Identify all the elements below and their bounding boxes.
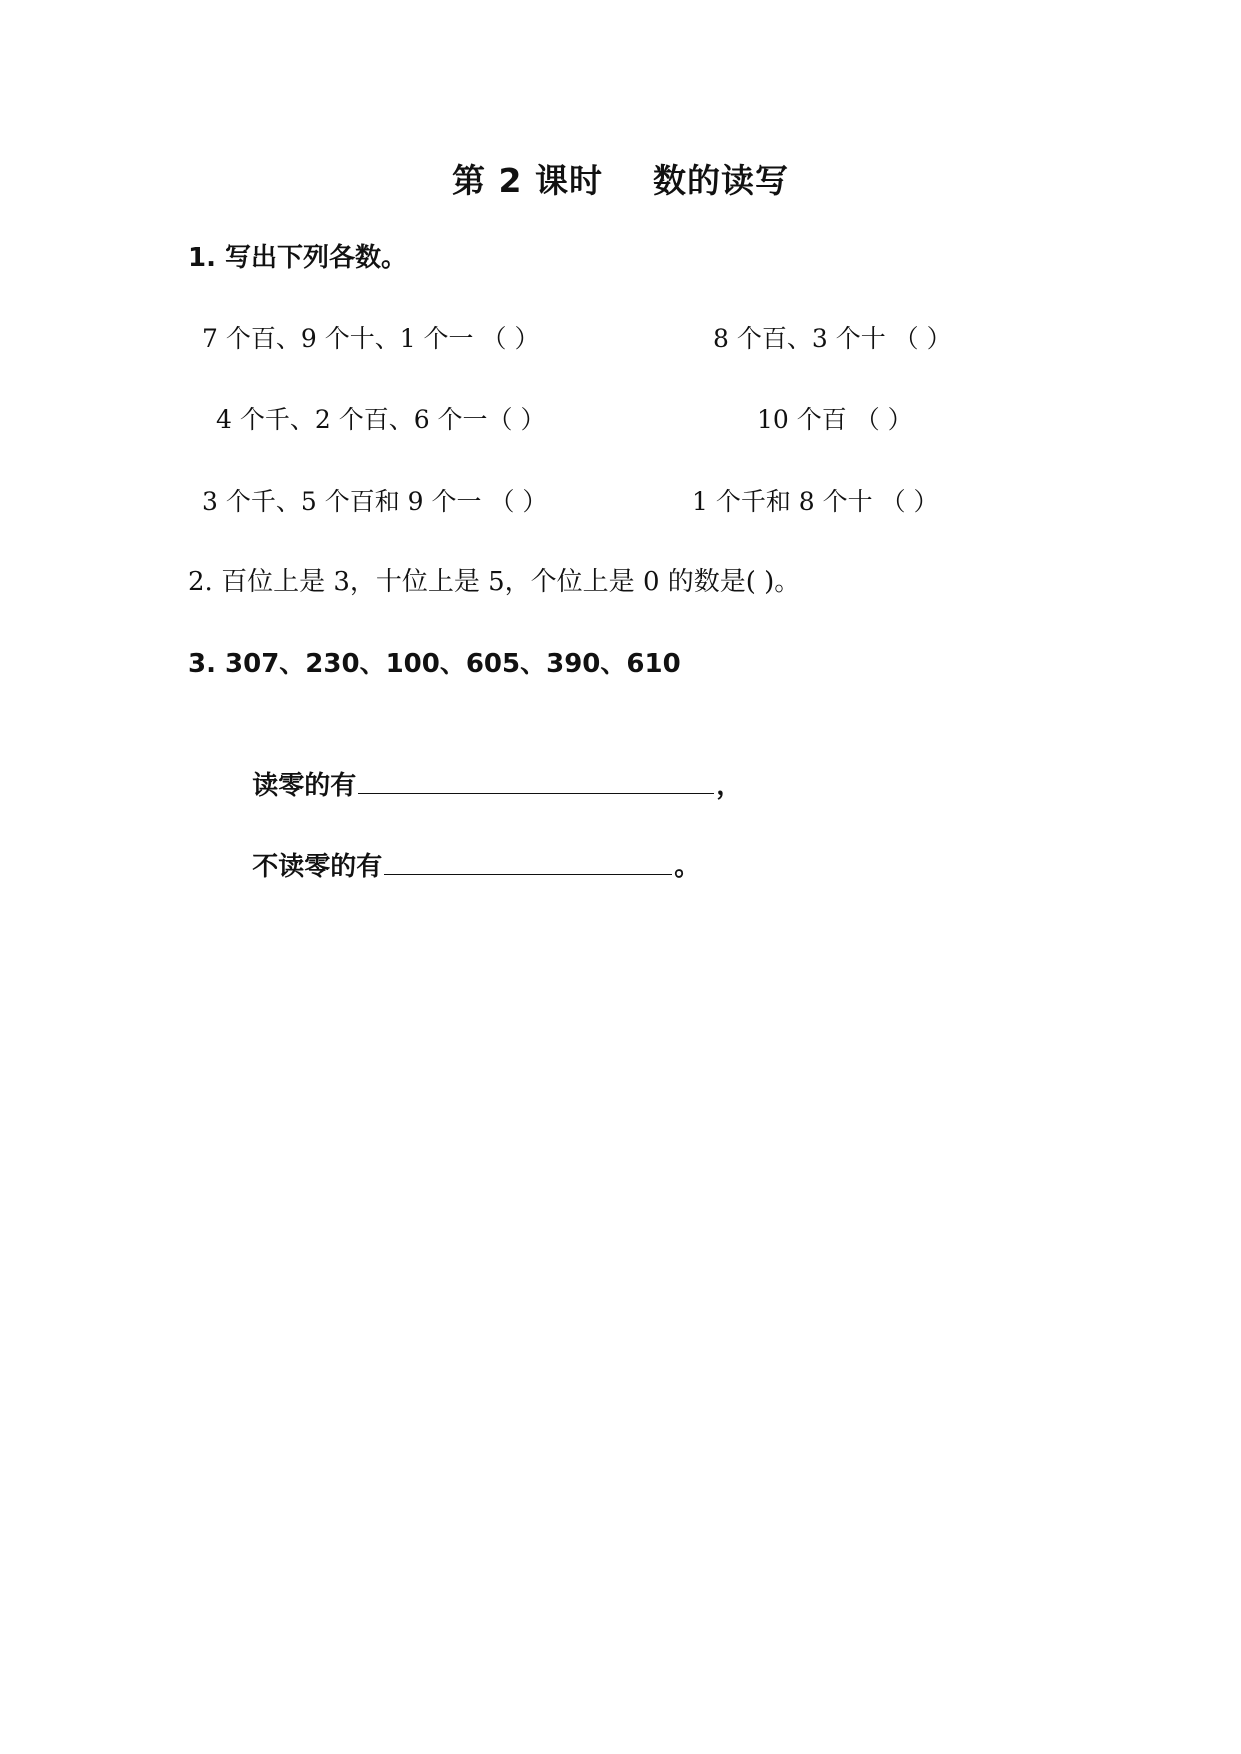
question-1-item-3: 4 个千、2 个百、6 个一（ ） (216, 405, 546, 434)
not-read-zero-row (216, 808, 700, 921)
not-read-zero-answer-blank[interactable] (384, 844, 672, 875)
question-1-item-4: 10 个百 （ ） (757, 405, 913, 434)
not-read-zero-end-punct: 。 (674, 852, 701, 882)
read-zero-answer-blank[interactable] (358, 763, 714, 794)
question-1-item-5: 3 个千、5 个百和 9 个一 （ ） (202, 487, 548, 516)
question-1-heading: 1. 写出下列各数。 (188, 243, 408, 273)
read-zero-label: 读零的有 (252, 771, 357, 801)
question-1-item-6: 1 个千和 8 个十 （ ） (692, 487, 939, 516)
not-read-zero-label: 不读零的有 (252, 852, 383, 882)
question-1-item-1: 7 个百、9 个十、1 个一 （ ） (202, 324, 540, 353)
page-title: 第 2 课时 数的读写 (452, 161, 789, 200)
question-1-item-2: 8 个百、3 个十 （ ） (713, 324, 952, 353)
question-2-text: 2. 百位上是 3，十位上是 5，个位上是 0 的数是( )。 (188, 567, 801, 597)
read-zero-end-punct: ， (716, 771, 743, 801)
question-3-heading: 3. 307、230、100、605、390、610 (188, 649, 681, 679)
